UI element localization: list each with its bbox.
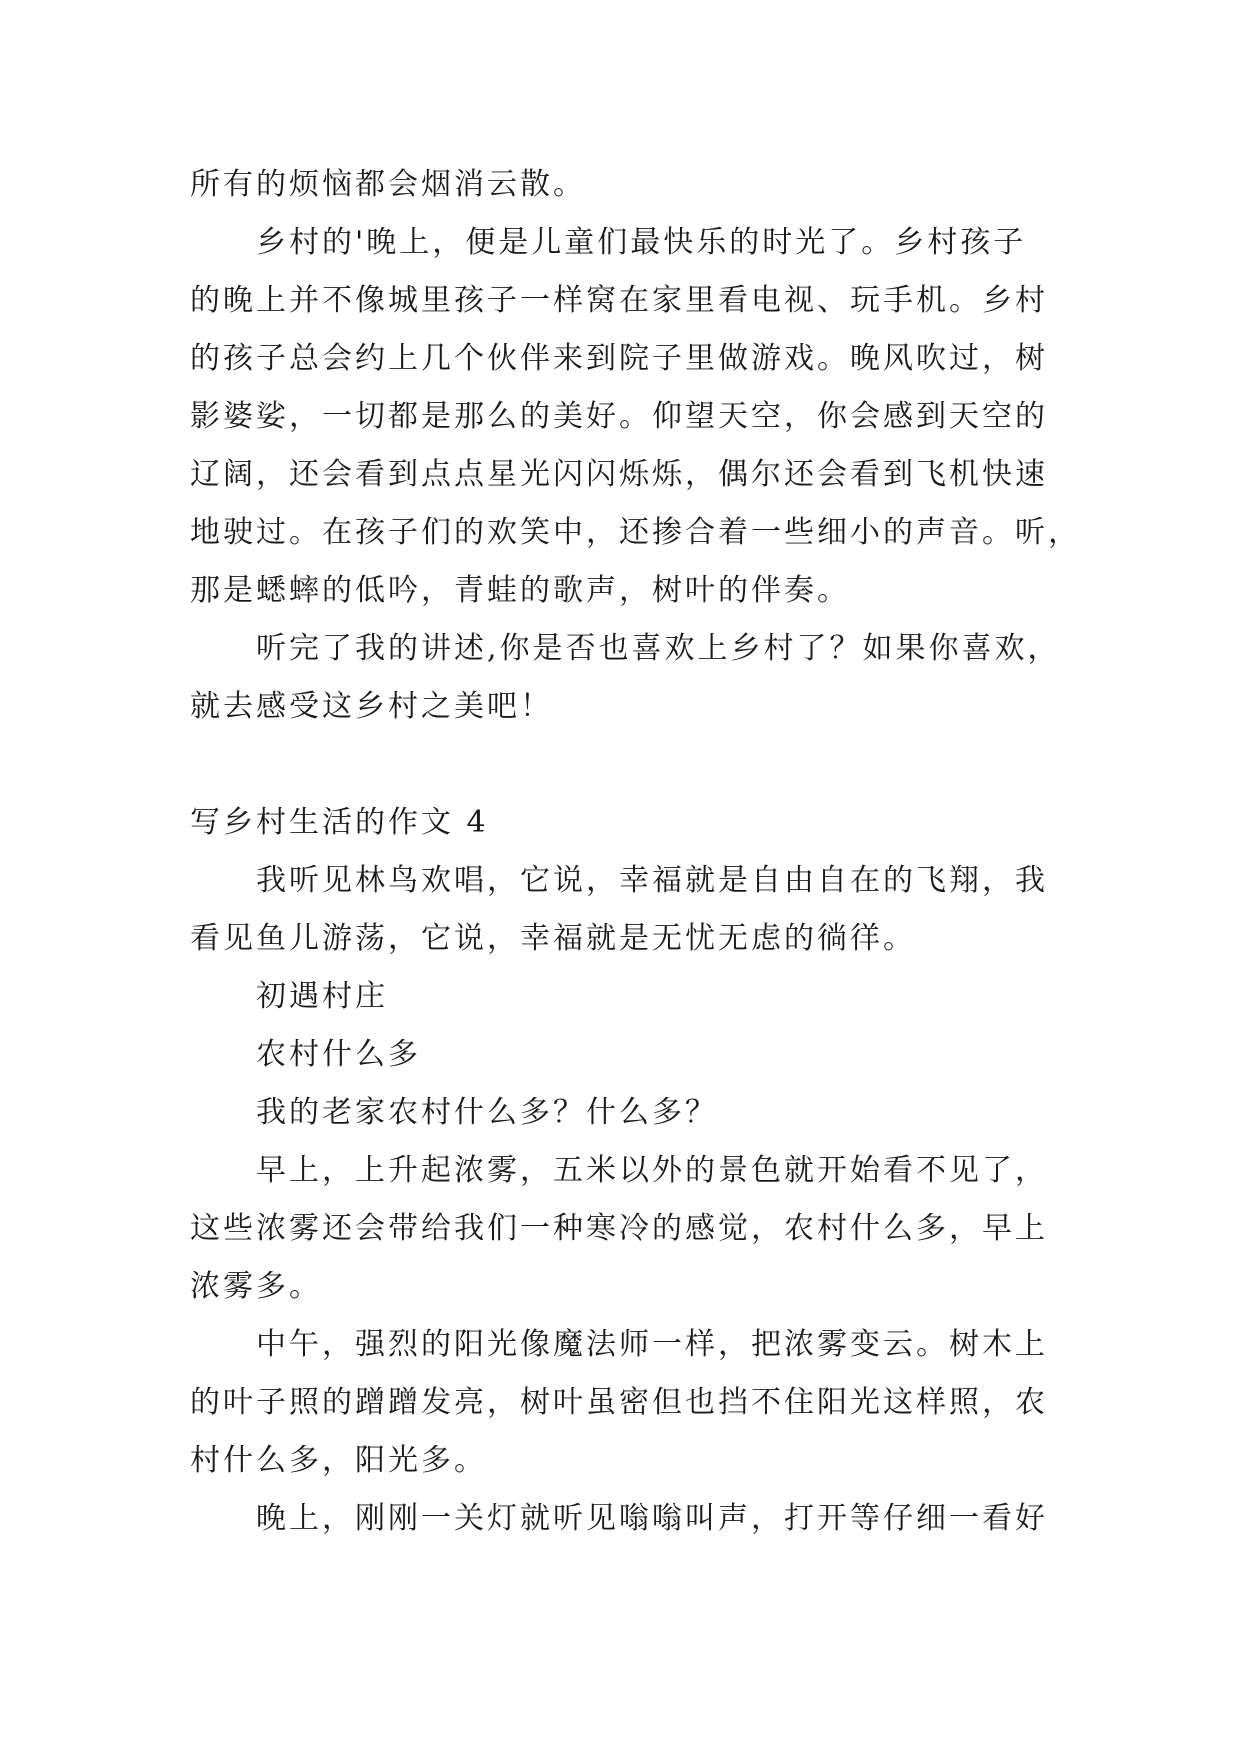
paragraph [190, 1084, 1058, 1142]
document-body [190, 156, 1081, 1548]
text-line: 乡村的'晚上，便是儿童们最快乐的时光了。乡村孩子 [256, 225, 1027, 260]
text-line: 早上，上升起浓雾，五米以外的景色就开始看不见了， [256, 1153, 1048, 1188]
text-line: 我的老家农村什么多？什么多？ [256, 1095, 718, 1130]
paragraph-gap [190, 736, 1058, 794]
text-line: 写乡村生活的作文 4 [190, 805, 489, 840]
paragraph [190, 156, 1058, 214]
paragraph [190, 1026, 1058, 1084]
text-line: 初遇村庄 [256, 979, 388, 1014]
text-line: 中午，强烈的阳光像魔法师一样，把浓雾变云。树木上 [256, 1327, 1048, 1362]
text-line: 地驶过。在孩子们的欢笑中，还掺合着一些细小的声音。听， [190, 515, 1081, 550]
text-line: 辽阔，还会看到点点星光闪闪烁烁，偶尔还会看到飞机快速 [190, 457, 1048, 492]
paragraph [190, 968, 1058, 1026]
paragraph [190, 620, 1061, 736]
text-line: 的晚上并不像城里孩子一样窝在家里看电视、玩手机。乡村 [190, 283, 1048, 318]
text-line: 的叶子照的蹭蹭发亮，树叶虽密但也挡不住阳光这样照，农 [190, 1385, 1048, 1420]
text-line: 晚上，刚刚一关灯就听见嗡嗡叫声，打开等仔细一看好 [256, 1501, 1048, 1536]
text-line: 那是蟋蟀的低吟，青蛙的歌声，树叶的伴奏。 [190, 573, 850, 608]
text-line: 看见鱼儿游荡，它说，幸福就是无忧无虑的徜徉。 [190, 921, 916, 956]
section-heading [190, 794, 1058, 852]
text-line: 影婆娑，一切都是那么的美好。仰望天空，你会感到天空的 [190, 399, 1048, 434]
paragraph [190, 1142, 1058, 1316]
text-line: 我听见林鸟欢唱，它说，幸福就是自由自在的飞翔，我 [256, 863, 1048, 898]
text-line: 的孩子总会约上几个伙伴来到院子里做游戏。晚风吹过，树 [190, 341, 1048, 376]
text-line: 村什么多，阳光多。 [190, 1443, 487, 1478]
paragraph [190, 1490, 1058, 1548]
text-line: 听完了我的讲述,你是否也喜欢上乡村了？如果你喜欢， [256, 631, 1061, 666]
text-line: 农村什么多 [256, 1037, 421, 1072]
text-line: 所有的烦恼都会烟消云散。 [190, 167, 586, 202]
text-line: 浓雾多。 [190, 1269, 322, 1304]
paragraph [190, 1316, 1058, 1490]
paragraph [190, 214, 1081, 620]
paragraph [190, 852, 1058, 968]
text-line: 就去感受这乡村之美吧！ [190, 689, 553, 724]
text-line: 这些浓雾还会带给我们一种寒冷的感觉，农村什么多，早上 [190, 1211, 1048, 1246]
